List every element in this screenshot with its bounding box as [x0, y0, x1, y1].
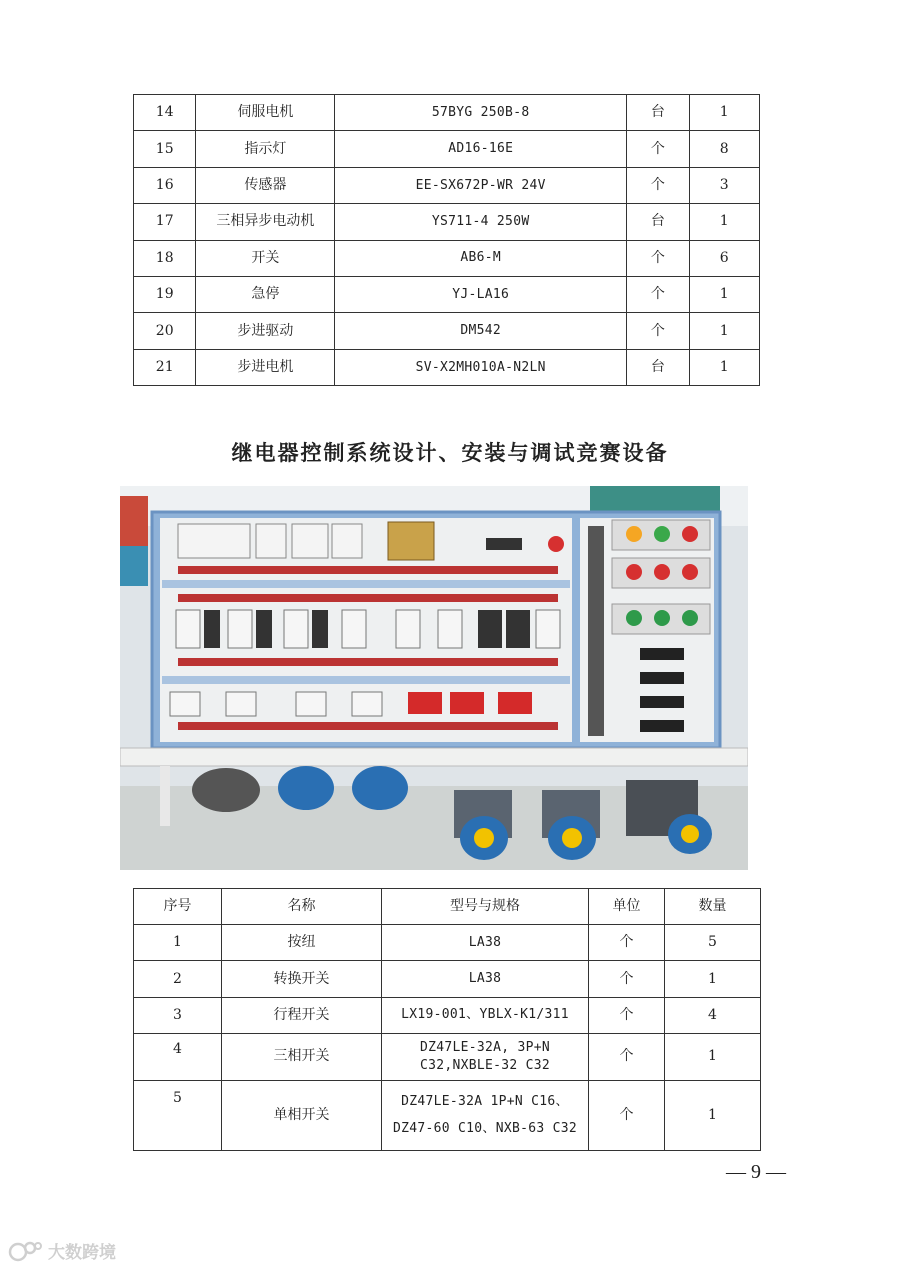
- item-spec: LA38: [382, 961, 589, 997]
- item-name: 三相开关: [222, 1033, 382, 1080]
- table-row: [134, 204, 760, 240]
- row-number: 19: [134, 276, 196, 312]
- item-spec: SV-X2MH010A-N2LN: [335, 349, 627, 385]
- item-name: 开关: [196, 240, 335, 276]
- item-spec: YJ-LA16: [335, 276, 627, 312]
- row-number: 1: [134, 925, 222, 961]
- header-unit: 单位: [589, 889, 665, 925]
- row-number: 18: [134, 240, 196, 276]
- row-number: 5: [134, 1080, 222, 1150]
- item-spec-line: C32,NXBLE-32 C32: [419, 1057, 551, 1073]
- item-name: 伺服电机: [196, 95, 335, 131]
- item-spec: [382, 1033, 589, 1080]
- relay-equipment-table: [133, 888, 761, 1151]
- header-no: 序号: [134, 889, 222, 925]
- item-spec: YS711-4 250W: [335, 204, 627, 240]
- item-qty: 1: [689, 204, 759, 240]
- watermark-logo-icon: [8, 1240, 42, 1262]
- item-qty: 5: [665, 925, 761, 961]
- row-number: 16: [134, 167, 196, 203]
- page-number: — 9 —: [726, 1161, 786, 1183]
- item-qty: 1: [689, 276, 759, 312]
- item-unit: 个: [627, 131, 689, 167]
- item-name: 按纽: [222, 925, 382, 961]
- item-unit: 个: [627, 313, 689, 349]
- table-header-row: [134, 889, 761, 925]
- item-qty: 1: [665, 1080, 761, 1150]
- row-number: 21: [134, 349, 196, 385]
- item-name: 指示灯: [196, 131, 335, 167]
- item-unit: 个: [589, 997, 665, 1033]
- item-name: 传感器: [196, 167, 335, 203]
- item-spec: 57BYG 250B-8: [335, 95, 627, 131]
- header-spec: 型号与规格: [382, 889, 589, 925]
- table-row: [134, 997, 761, 1033]
- item-spec: LX19-001、YBLX-K1/311: [382, 997, 589, 1033]
- item-unit: 台: [627, 95, 689, 131]
- item-spec: LA38: [382, 925, 589, 961]
- item-spec: DM542: [335, 313, 627, 349]
- item-qty: 3: [689, 167, 759, 203]
- table-row: [134, 95, 760, 131]
- item-qty: 1: [689, 95, 759, 131]
- item-spec: AB6-M: [335, 240, 627, 276]
- item-spec: AD16-16E: [335, 131, 627, 167]
- item-qty: 1: [689, 313, 759, 349]
- item-qty: 1: [689, 349, 759, 385]
- table-row: [134, 131, 760, 167]
- row-number: 14: [134, 95, 196, 131]
- table-row: [134, 1033, 761, 1080]
- item-qty: 4: [665, 997, 761, 1033]
- table-row: [134, 313, 760, 349]
- row-number: 2: [134, 961, 222, 997]
- item-name: 步进电机: [196, 349, 335, 385]
- item-spec-line: DZ47LE-32A, 3P+N: [419, 1040, 551, 1056]
- item-name: 转换开关: [222, 961, 382, 997]
- table-row: [134, 276, 760, 312]
- item-name: 急停: [196, 276, 335, 312]
- item-qty: 8: [689, 131, 759, 167]
- header-qty: 数量: [665, 889, 761, 925]
- header-name: 名称: [222, 889, 382, 925]
- item-unit: 个: [627, 276, 689, 312]
- item-name: 行程开关: [222, 997, 382, 1033]
- item-name: 三相异步电动机: [196, 204, 335, 240]
- row-number: 17: [134, 204, 196, 240]
- item-unit: 个: [589, 1080, 665, 1150]
- table-row: [134, 240, 760, 276]
- item-spec-line: DZ47LE-32A 1P+N C16、: [401, 1093, 569, 1109]
- table-row: [134, 1080, 761, 1150]
- item-unit: 台: [627, 349, 689, 385]
- section-title: 继电器控制系统设计、安装与调试竞赛设备: [231, 441, 669, 465]
- equipment-photo: [120, 486, 748, 870]
- item-qty: 1: [665, 1033, 761, 1080]
- item-unit: 台: [627, 204, 689, 240]
- row-number: 4: [134, 1033, 222, 1080]
- item-unit: 个: [627, 240, 689, 276]
- table-row: [134, 167, 760, 203]
- watermark-text: 大数跨境: [48, 1243, 116, 1263]
- row-number: 20: [134, 313, 196, 349]
- item-spec-line: DZ47-60 C10、NXB-63 C32: [393, 1121, 577, 1137]
- item-spec: [382, 1080, 589, 1150]
- item-qty: 6: [689, 240, 759, 276]
- item-unit: 个: [627, 167, 689, 203]
- watermark: [8, 1238, 116, 1263]
- row-number: 15: [134, 131, 196, 167]
- table-row: [134, 925, 761, 961]
- item-unit: 个: [589, 925, 665, 961]
- table-row: [134, 961, 761, 997]
- item-unit: 个: [589, 1033, 665, 1080]
- item-qty: 1: [665, 961, 761, 997]
- item-spec: EE-SX672P-WR 24V: [335, 167, 627, 203]
- equipment-table-continued: [133, 94, 760, 386]
- row-number: 3: [134, 997, 222, 1033]
- table-row: [134, 349, 760, 385]
- item-name: 步进驱动: [196, 313, 335, 349]
- item-unit: 个: [589, 961, 665, 997]
- item-name: 单相开关: [222, 1080, 382, 1150]
